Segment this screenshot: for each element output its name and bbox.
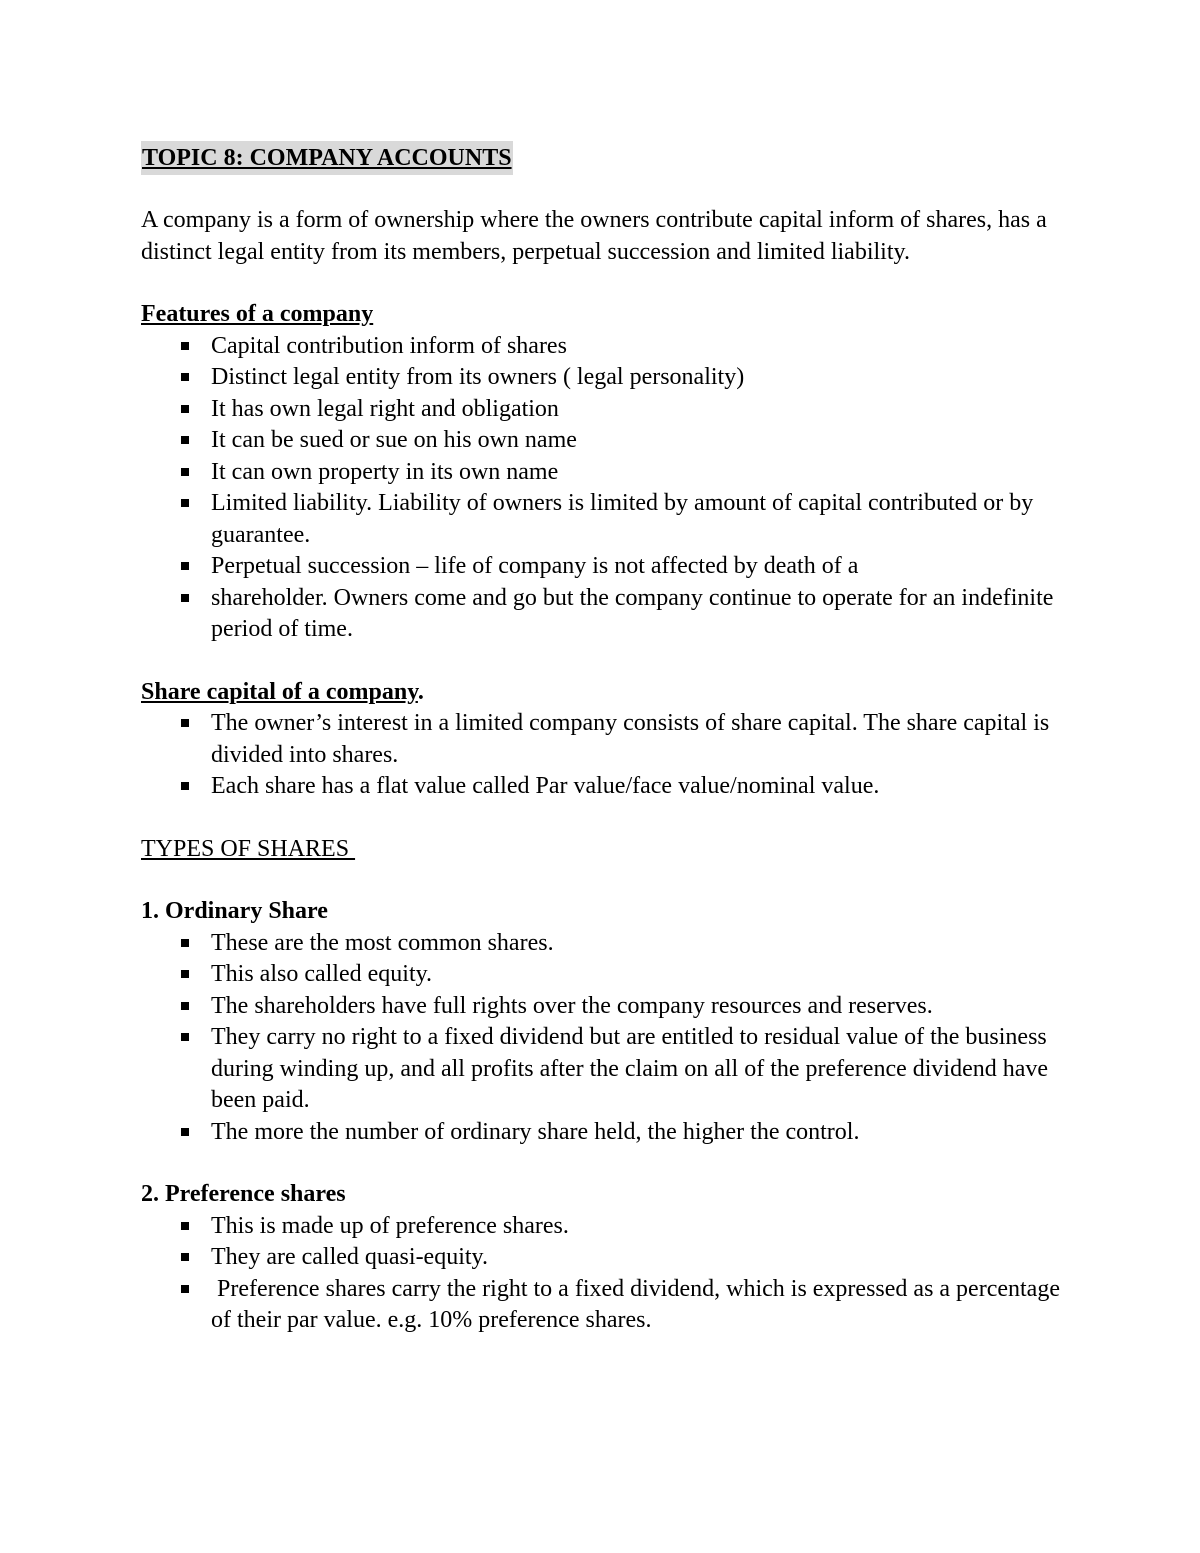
list-item: Capital contribution inform of shares [141, 331, 1081, 363]
square-bullet-icon [181, 1253, 189, 1261]
preference-shares-list [141, 1211, 1081, 1337]
ordinary-share-heading: 1. Ordinary Share [141, 898, 328, 924]
list-item: Each share has a flat value called Par value/face value/nominal value. [141, 771, 1081, 803]
list-item: The shareholders have full rights over the company resources and reserves. [141, 991, 1081, 1023]
list-item: They are called quasi-equity. [141, 1242, 1081, 1274]
square-bullet-icon [181, 499, 189, 507]
list-item: It can own property in its own name [141, 457, 1081, 489]
square-bullet-icon [181, 1128, 189, 1136]
square-bullet-icon [181, 562, 189, 570]
square-bullet-icon [181, 342, 189, 350]
intro-paragraph: A company is a form of ownership where the owners contribute capital inform of shares, has a distinct legal entity from its members, perpetual succession and limited liability. [141, 207, 1047, 265]
square-bullet-icon [181, 1002, 189, 1010]
square-bullet-icon [181, 594, 189, 602]
list-item: These are the most common shares. [141, 928, 1081, 960]
list-item: It has own legal right and obligation [141, 394, 1081, 426]
list-item: They carry no right to a fixed dividend but are entitled to residual value of the business during winding up, and all profits after the claim on all of the preference dividend have been paid. [141, 1022, 1081, 1117]
share-capital-heading: Share capital of a company. [141, 678, 424, 705]
features-heading: Features of a company [141, 301, 374, 327]
list-item: This also called equity. [141, 959, 1081, 991]
page-title: TOPIC 8: COMPANY ACCOUNTS [141, 141, 513, 175]
features-list [141, 331, 1081, 646]
list-item: Preference shares carry the right to a fixed dividend, which is expressed as a percentage of their par value. e.g. 10% preference shares. [141, 1274, 1081, 1337]
square-bullet-icon [181, 970, 189, 978]
square-bullet-icon [181, 939, 189, 947]
square-bullet-icon [181, 1033, 189, 1041]
square-bullet-icon [181, 436, 189, 444]
square-bullet-icon [181, 1222, 189, 1230]
list-item: shareholder. Owners come and go but the company continue to operate for an indefinite period of time. [141, 583, 1081, 646]
list-item: Distinct legal entity from its owners ( legal personality) [141, 362, 1081, 394]
list-item: It can be sued or sue on his own name [141, 425, 1081, 457]
document-page [141, 141, 1081, 1337]
ordinary-share-list [141, 928, 1081, 1149]
types-of-shares-heading: TYPES OF SHARES [141, 835, 356, 862]
list-item: The more the number of ordinary share held, the higher the control. [141, 1117, 1081, 1149]
square-bullet-icon [181, 405, 189, 413]
square-bullet-icon [181, 719, 189, 727]
list-item: Limited liability. Liability of owners is limited by amount of capital contributed or by guarantee. [141, 488, 1081, 551]
square-bullet-icon [181, 373, 189, 381]
square-bullet-icon [181, 782, 189, 790]
list-item: Perpetual succession – life of company is not affected by death of a [141, 551, 1081, 583]
list-item: This is made up of preference shares. [141, 1211, 1081, 1243]
share-capital-list [141, 708, 1081, 803]
square-bullet-icon [181, 1285, 189, 1293]
list-item: The owner’s interest in a limited company consists of share capital. The share capital is divided into shares. [141, 708, 1081, 771]
square-bullet-icon [181, 468, 189, 476]
preference-shares-heading: 2. Preference shares [141, 1181, 346, 1207]
